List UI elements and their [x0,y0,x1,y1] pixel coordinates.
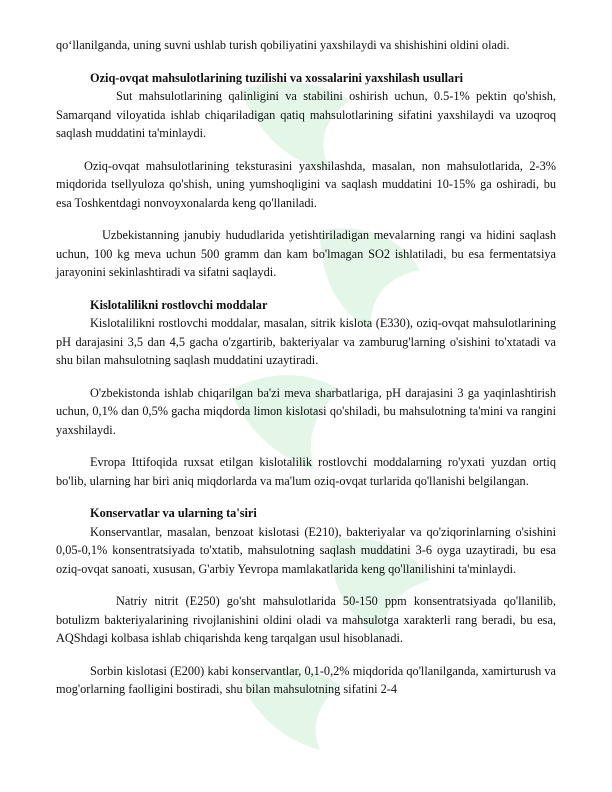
paragraph-juice-ph: O'zbekistonda ishlab chiqarilgan ba'zi meva sharbatlariga, pH darajasini 3 ga yaqinlashtirish uchun, 0,1% dan 0,5% gacha miqdorda limon kislotasi qo'shiladi, bu mahsulotning ta'mini va rangini yaxshilaydi. [56,385,556,437]
paragraph-citric-acid: Kislotalilikni rostlovchi moddalar, masalan, sitrik kislota (E330), oziq-ovqat mahsulotlarining pH darajasini 3,5 dan 4,5 gacha o'zgartirib, bakteriyalar va zamburug'larning o'sishini to'xtatadi va shu bilan mahsulotning saqlash muddatini uzaytiradi. [56,316,556,367]
paragraph-benzoate: Konservantlar, masalan, benzoat kislotasi (E210), bakteriyalar va qo'ziqorinlarning o'sishini 0,05-0,1% konsentratsiyada to'xtatib, mahsulotning saqlash muddatini 3-6 oyga uzaytiradi, bu esa oziq-ovqat sanoati, xususan, G'arbiy Yevropa mamlakatlarida keng qo'llanilishini ta'minlaydi. [56,524,556,576]
paragraph-intro: qo‘llanilganda, uning suvni ushlab turish qobiliyatini yaxshilaydi va shishishini oldini oladi. [56,38,510,52]
paragraph-cellulose: Oziq-ovqat mahsulotlarining teksturasini yaxshilashda, masalan, non mahsulotlarida, 2-3% miqdorida tsellyuloza qo'shish, uning yumshoqligini va saqlash muddatini 10-15% ga oshiradi, bu esa Toshkentdagi nonvoyxonalarda keng qo'llaniladi. [56,158,556,210]
paragraph-so2: Uzbekistanning janubiy hududlarida yetishtiriladigan mevalarning rangi va hidini saqlash uchun, 100 kg meva uchun 500 gramm dan kam bo'lmagan SO2 ishlatiladi, bu esa fermentatsiya jarayonini sekinlashtiradi va sifatni saqlaydi. [56,228,556,279]
paragraph-pectin: Sut mahsulotlarining qalinligini va stabilini oshirish uchun, 0.5-1% pektin qo'shish, Samarqand viloyatida ishlab chiqariladigan qatiq mahsulotlarining sifatini yaxshilaydi va uzoqroq saqlash muddatini ta'minlaydi. [56,89,556,140]
document-body [56,36,556,699]
heading-food-structure: Oziq-ovqat mahsulotlarining tuzilishi va xossalarini yaxshilash usullari [90,70,464,85]
heading-acidity-regulators: Kislotalilikni rostlovchi moddalar [90,297,268,312]
heading-preservatives: Konservatlar va ularning ta'siri [90,506,257,520]
paragraph-sorbic-acid: Sorbin kislotasi (E200) kabi konservantlar, 0,1-0,2% miqdorida qo'llanilganda, xamirturush va mog'orlarning faolligini bostiradi, shu bilan mahsulotning sifatini 2-4 [56,663,556,696]
paragraph-eu-list: Evropa Ittifoqida ruxsat etilgan kislotalilik rostlovchi moddalarning ro'yxati yuzdan ortiq bo'lib, ularning har biri aniq miqdorlarda va ma'lum oziq-ovqat turlarida qo'llanishi belgilangan. [56,455,556,488]
paragraph-nitrite: Natriy nitrit (E250) go'sht mahsulotlarida 50-150 ppm konsentratsiyada qo'llanilib, botulizm bakteriyalarining rivojlanishini oldini oladi va mahsulotga xarakterli rang beradi, bu esa, AQShdagi kolbasa ishlab chiqarishda keng tarqalgan usul hisoblanadi. [56,594,556,645]
